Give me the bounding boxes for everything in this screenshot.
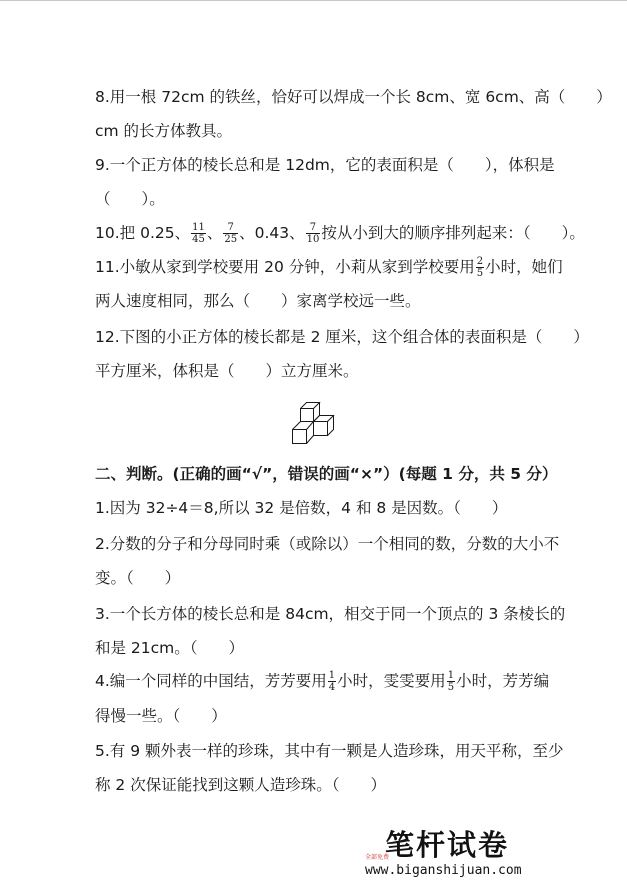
judge-4-line1 (95, 664, 565, 698)
question-9-line1: 9.一个正方体的棱长总和是 12dm，它的表面积是（ ），体积是 (95, 156, 555, 174)
judge-4-line2: 得慢一些。（ ） (95, 707, 227, 725)
top-border (0, 0, 627, 1)
question-12-line1: 12.下图的小正方体的棱长都是 2 厘米，这个组合体的表面积是（ ） (95, 328, 589, 346)
fraction-2-5: $\frac{2}{5}$ (476, 256, 484, 279)
watermark-logo (365, 828, 525, 888)
question-11-line1 (95, 250, 565, 284)
judge-3-line2: 和是 21cm。（ ） (95, 639, 245, 657)
fraction-7-10: $\frac{7}{10}$ (306, 222, 320, 245)
watermark-name: 笔杆试卷 (385, 828, 510, 862)
j4-suffix: 小时，芳芳编 (456, 672, 550, 690)
question-10 (95, 216, 585, 250)
question-9-line2: （ ）。 (95, 190, 165, 208)
fraction-1-4: $\frac{1}{4}$ (328, 670, 336, 693)
question-8-line2: cm 的长方体教具。 (95, 122, 233, 140)
judge-5-line2: 称 2 次保证能找到这颗人造珍珠。（ ） (95, 776, 386, 794)
judge-2-line2: 变。（ ） (95, 569, 181, 587)
question-8-line1: 8.用一根 72cm 的铁丝，恰好可以焊成一个长 8cm、宽 6cm、高（ ） (95, 88, 612, 106)
q11-prefix: 11.小敏从家到学校要用 20 分钟，小莉从家到学校要用 (95, 258, 475, 276)
j4-middle: 小时，雯雯要用 (337, 672, 446, 690)
watermark-tagline: 全部免费 (365, 854, 390, 861)
j4-prefix: 4.编一个同样的中国结，芳芳要用 (95, 672, 327, 690)
q10-separator: 、 (206, 224, 223, 242)
cube-figure (288, 400, 336, 446)
fraction-11-45: $\frac{11}{45}$ (192, 222, 205, 245)
watermark-url: www.biganshijuan.com (365, 863, 522, 878)
section-2-heading: 二、判断。(正确的画“√”，错误的画“×”）(每题 1 分，共 5 分） (95, 465, 558, 483)
judge-2-line1: 2.分数的分子和分母同时乘（或除以）一个相同的数，分数的大小不 (95, 535, 560, 553)
judge-1: 1.因为 32÷4＝8,所以 32 是倍数，4 和 8 是因数。（ ） (95, 499, 508, 517)
fraction-1-5: $\frac{1}{5}$ (447, 670, 455, 693)
judge-3-line1: 3.一个长方体的棱长总和是 84cm，相交于同一个顶点的 3 条棱长的 (95, 605, 566, 623)
judge-5-line1: 5.有 9 颗外表一样的珍珠，其中有一颗是人造珍珠，用天平称，至少 (95, 742, 564, 760)
question-11-line2: 两人速度相同，那么（ ）家离学校远一些。 (95, 292, 421, 310)
q10-suffix: 按从小到大的顺序排列起来：（ ）。 (321, 224, 585, 242)
question-12-line2: 平方厘米，体积是（ ）立方厘米。 (95, 362, 359, 380)
q10-prefix: 10.把 0.25、 (95, 224, 191, 242)
q10-middle: 、0.43、 (239, 224, 305, 242)
q11-suffix: 小时，她们 (485, 258, 563, 276)
fraction-7-25: $\frac{7}{25}$ (224, 222, 238, 245)
